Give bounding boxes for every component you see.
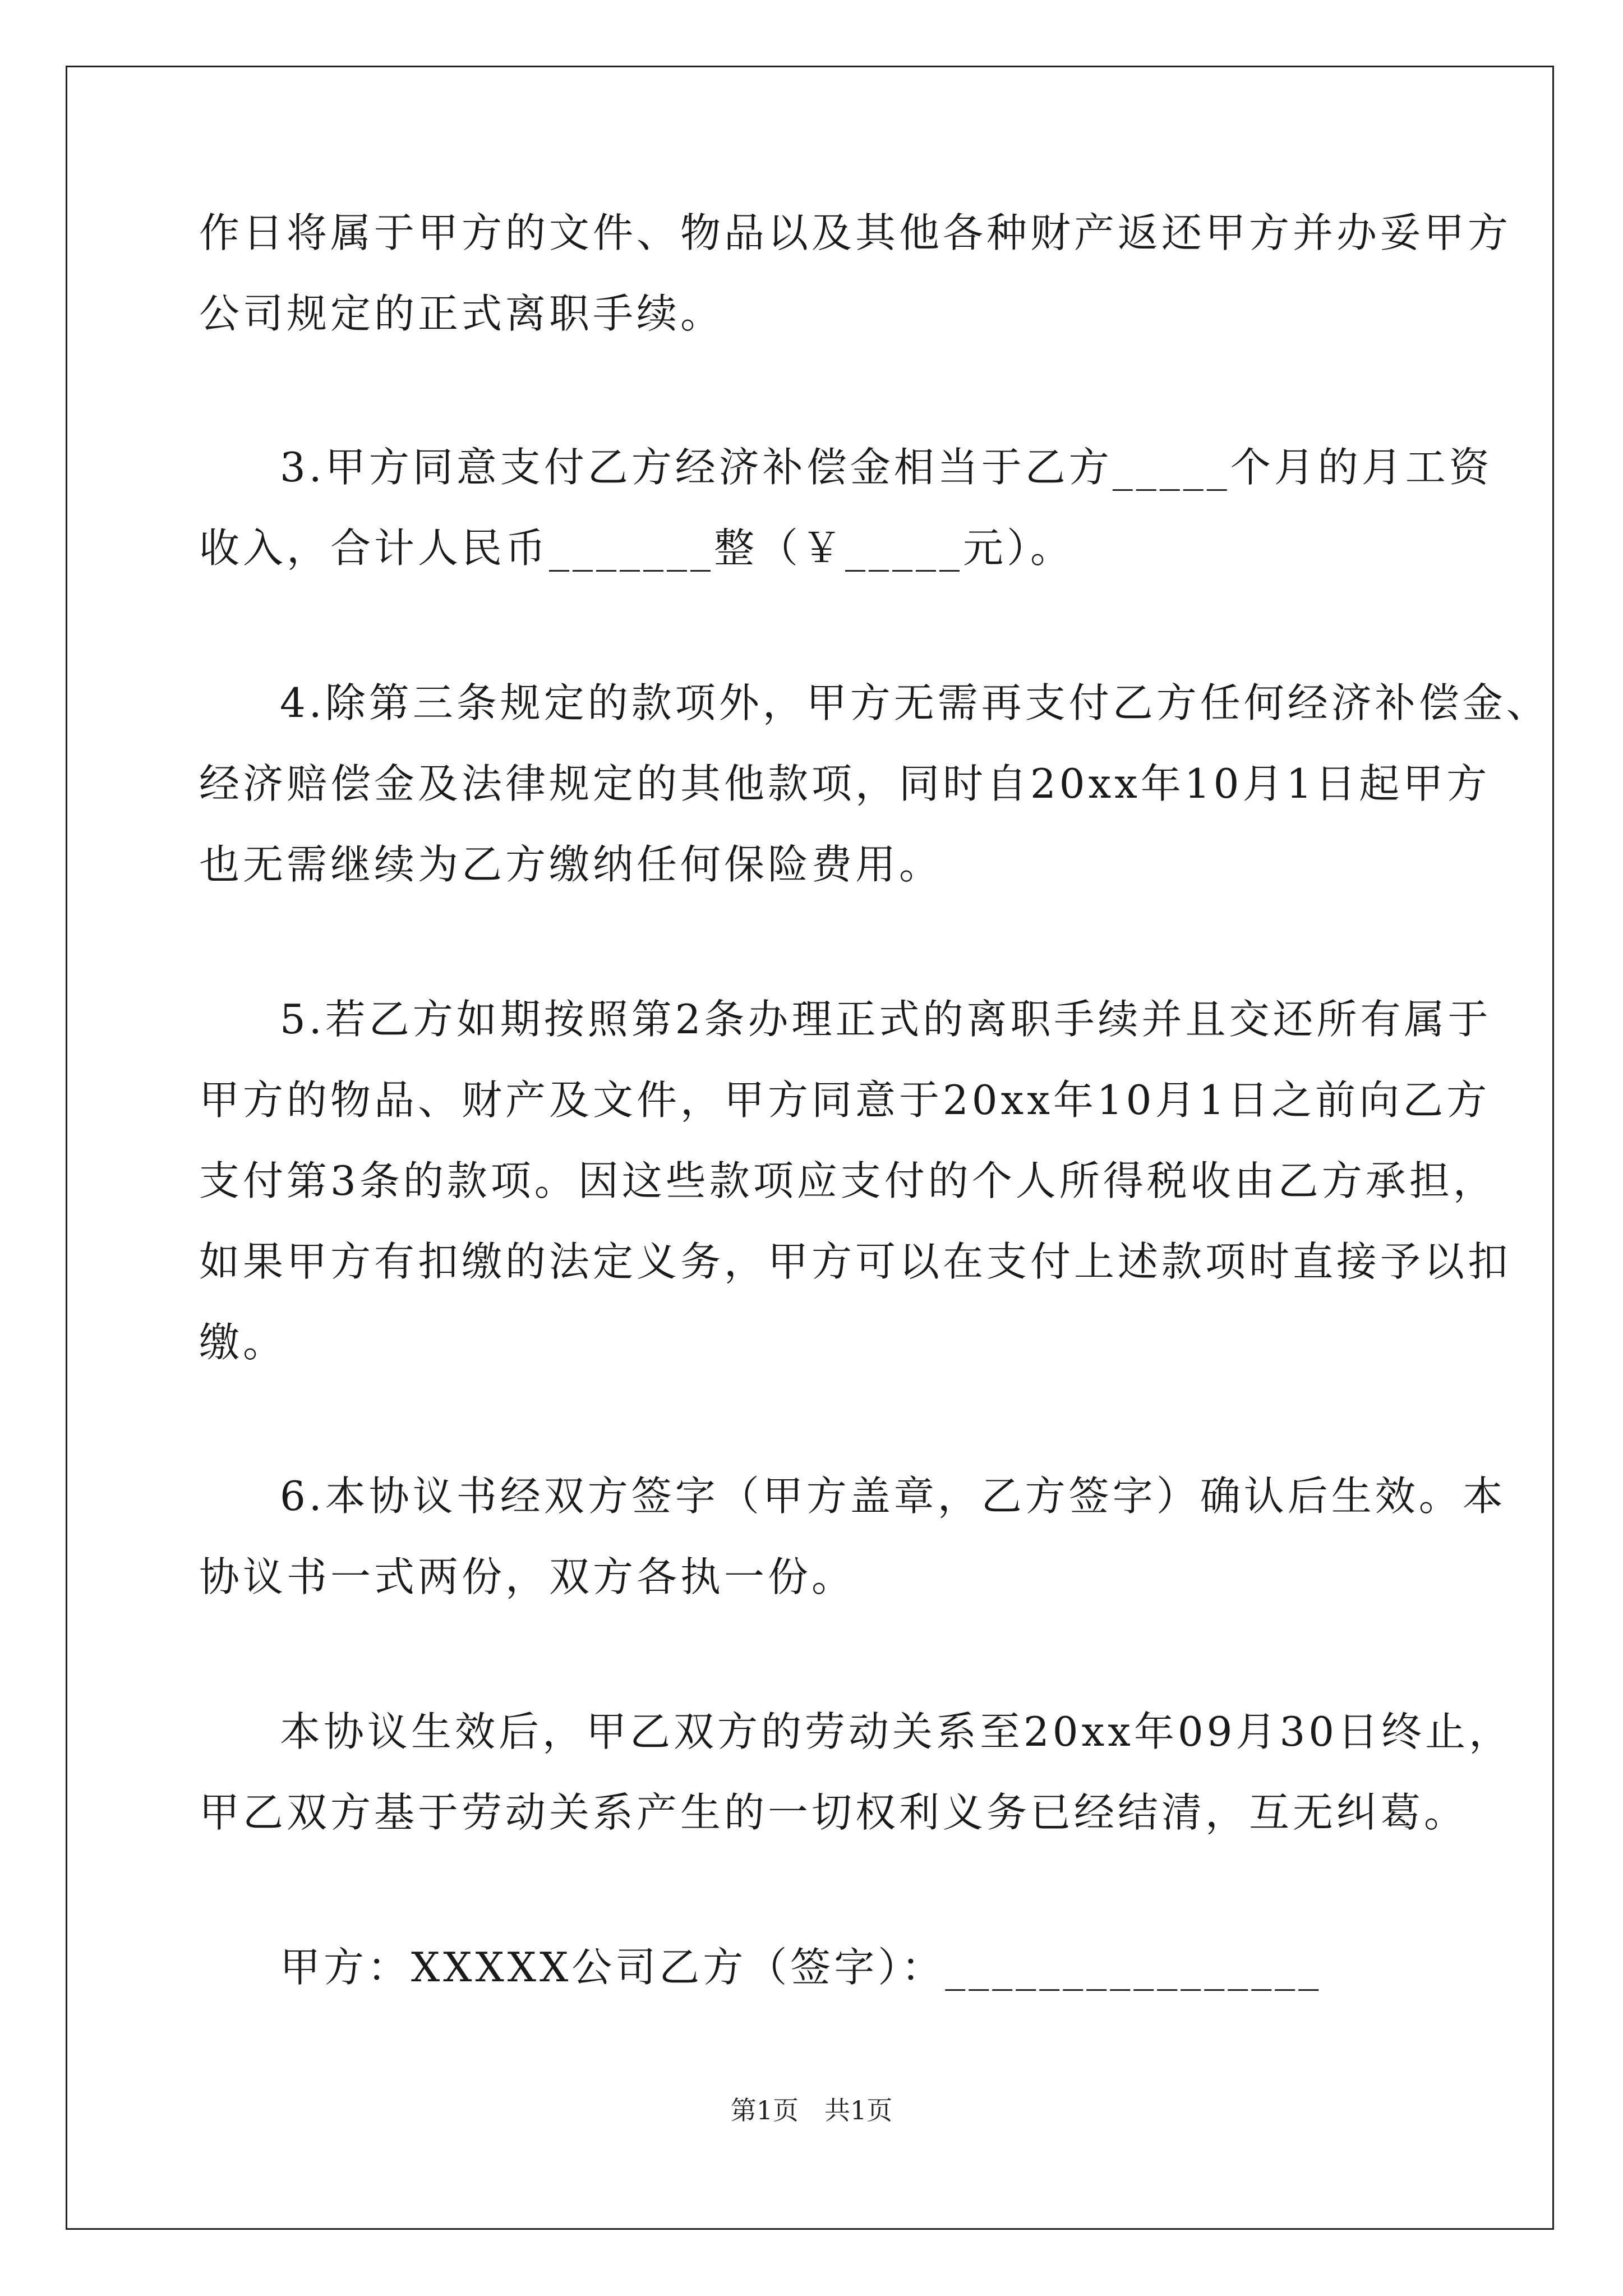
text-line: 收入，合计人民币_______整（￥_____元）。 [199,524,1075,572]
clause-5-line: 5.若乙方如期按照第2条办理正式的离职手续并且交还所有属于 [280,996,1492,1043]
text-line: 公司规定的正式离职手续。 [199,290,725,337]
text-line: 缴。 [199,1319,287,1366]
text-line: 支付第3条的款项。因这些款项应支付的个人所得税收由乙方承担， [199,1157,1497,1204]
clause-3-line: 3.甲方同意支付乙方经济补偿金相当于乙方_____个月的月工资 [280,444,1493,491]
page-footer: 第1页 共1页 [730,2095,893,2125]
text-line: 甲乙双方基于劳动关系产生的一切权利义务已经结清，互无纠葛。 [199,1789,1468,1836]
text-line: 协议书一式两份，双方各执一份。 [199,1553,856,1600]
text-line: 作日将属于甲方的文件、物品以及其他各种财产返还甲方并办妥甲方 [199,209,1512,256]
signature-line: 甲方：XXXXX公司乙方（签字）：________________ [280,1944,1322,1991]
clause-4-line: 4.除第三条规定的款项外，甲方无需再支付乙方任何经济补偿金、 [280,679,1550,726]
termination-line: 本协议生效后，甲乙双方的劳动关系至20xx年09月30日终止， [280,1708,1513,1755]
clause-6-line: 6.本协议书经双方签字（甲方盖章，乙方签字）确认后生效。本 [280,1473,1506,1520]
text-line: 如果甲方有扣缴的法定义务，甲方可以在支付上述款项时直接予以扣 [199,1238,1512,1285]
text-line: 甲方的物品、财产及文件，甲方同意于20xx年10月1日之前向乙方 [199,1076,1491,1124]
text-line: 也无需继续为乙方缴纳任何保险费用。 [199,841,943,888]
page-border [66,66,1554,2230]
text-line: 经济赔偿金及法律规定的其他款项，同时自20xx年10月1日起甲方 [199,760,1491,807]
